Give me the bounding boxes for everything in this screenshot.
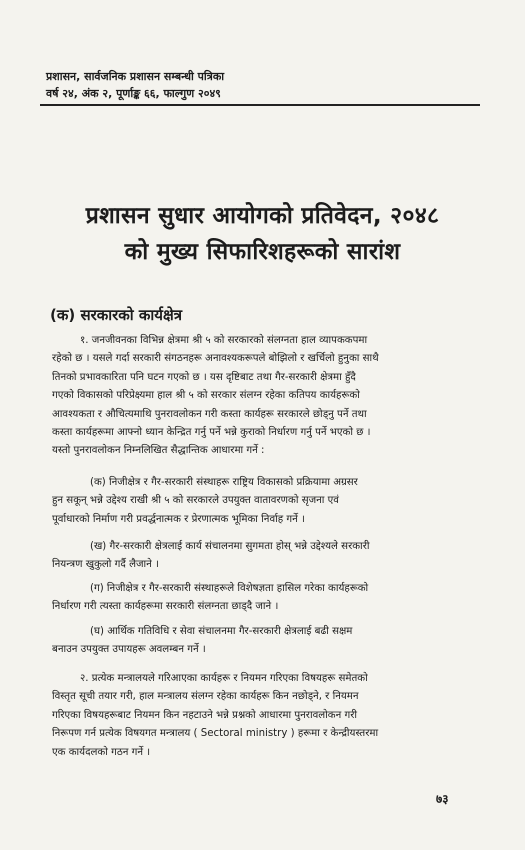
journal-title: प्रशासन, सार्वजनिक प्रशासन सम्बन्धी पत्रिका (46, 70, 225, 83)
paragraph-2 (52, 670, 476, 762)
journal-header (46, 68, 476, 102)
paragraph-line: निरूपण गर्न प्रत्येक विषयगत मन्त्रालय ( Sectoral ministry ) हरूमा र केन्द्रीयस्तरमा (52, 728, 379, 740)
section-heading: (क) सरकारको कार्यक्षेत्र (50, 306, 183, 324)
paragraph-line: यस्तो पुनरावलोकन निम्नलिखित सैद्धान्तिक आधारमा गर्ने : (52, 445, 265, 457)
paragraph-line: गरिएका विषयहरूबाट नियमन किन नहटाउने भन्ने प्रश्नको आधारमा पुनरावलोकन गरी (52, 709, 358, 721)
paragraph-line: तिनको प्रभावकारिता पनि घटन गएको छ । यस दृष्टिबाट तथा गैर-सरकारी क्षेत्रमा हुँदै (52, 371, 356, 383)
paragraph-line: कस्ता कार्यहरूमा आफ्नो ध्यान केन्द्रित गर्नु पर्ने भन्ने कुराको निर्धारण गर्नु पर्ने भएको छ । (52, 427, 371, 439)
list-item-ka (52, 474, 476, 529)
paragraph-line: नियन्त्रण खुकुलो गर्दै लैजाने । (52, 559, 159, 571)
list-item-gha (52, 623, 476, 660)
paragraph-line: गएको विकासको परिप्रेक्ष्यमा हाल श्री ५ को सरकार संलग्न रहेका कतिपय कार्यहरूको (52, 390, 360, 402)
paragraph-line: एक कार्यदलको गठन गर्ने । (52, 746, 151, 758)
page-number: ७३ (436, 792, 449, 806)
paragraph-line: रहेको छ । यसले गर्दा सरकारी संगठनहरू अनावश्यकरूपले बोझिलो र खर्चिलो हुनुका साथै (52, 353, 379, 365)
paragraph-line: (क) निजीक्षेत्र र गैर-सरकारी संस्थाहरू राष्ट्रिय विकासको प्रक्रियामा अग्रसर (90, 477, 358, 488)
paragraph-line: विस्तृत सूची तयार गरी, हाल मन्त्रालय संलग्न रहेका कार्यहरू किन नछोड्ने, र नियमन (52, 691, 359, 703)
issue-info: वर्ष २४, अंक २, पूर्णाङ्क ६६, फाल्गुण २०४९ (46, 87, 221, 100)
paragraph-1 (52, 332, 476, 461)
article-title (30, 198, 495, 270)
title-line-1: प्रशासन सुधार आयोगको प्रतिवेदन, २०४८ (85, 203, 440, 229)
paragraph-line: निर्धारण गरी त्यस्ता कार्यहरूमा सरकारी संलग्नता छाड्दै जाने । (52, 601, 279, 613)
paragraph-line: (ग) निजीक्षेत्र र गैर-सरकारी संस्थाहरूले विशेषज्ञता हासिल गरेका कार्यहरूको (90, 583, 369, 594)
list-item-ga (52, 580, 476, 617)
paragraph-line: बनाउन उपयुक्त उपायहरू अवलम्बन गर्ने । (52, 644, 206, 656)
paragraph-line: (घ) आर्थिक गतिविधि र सेवा संचालनमा गैर-सरकारी क्षेत्रलाई बढी सक्षम (90, 626, 353, 637)
list-item-kha (52, 538, 476, 575)
header-rule (40, 104, 480, 106)
paragraph-line: आवश्यकता र औचित्यमाथि पुनरावलोकन गरी कस्ता कार्यहरू सरकारले छोड्नु पर्ने तथा (52, 408, 367, 420)
paragraph-line: २. प्रत्येक मन्त्रालयले गरिआएका कार्यहरू र नियमन गरिएका विषयहरू समेतको (80, 673, 368, 684)
paragraph-line: पूर्वाधारको निर्माण गरी प्रवर्द्धनात्मक र प्रेरणात्मक भूमिका निर्वाह गर्ने । (52, 513, 305, 525)
paragraph-line: १. जनजीवनका विभिन्न क्षेत्रमा श्री ५ को सरकारको संलग्नता हाल व्यापककपमा (80, 335, 368, 346)
paragraph-line: हुन सकून् भन्ने उद्देश्य राखी श्री ५ को सरकारले उपयुक्त वातावरणको सृजना एवं (52, 495, 339, 507)
paragraph-line: (ख) गैर-सरकारी क्षेत्रलाई कार्य संचालनमा सुगमता होस् भन्ने उद्देश्यले सरकारी (90, 541, 370, 552)
title-line-2: को मुख्य सिफारिशहरूको सारांश (124, 239, 401, 265)
